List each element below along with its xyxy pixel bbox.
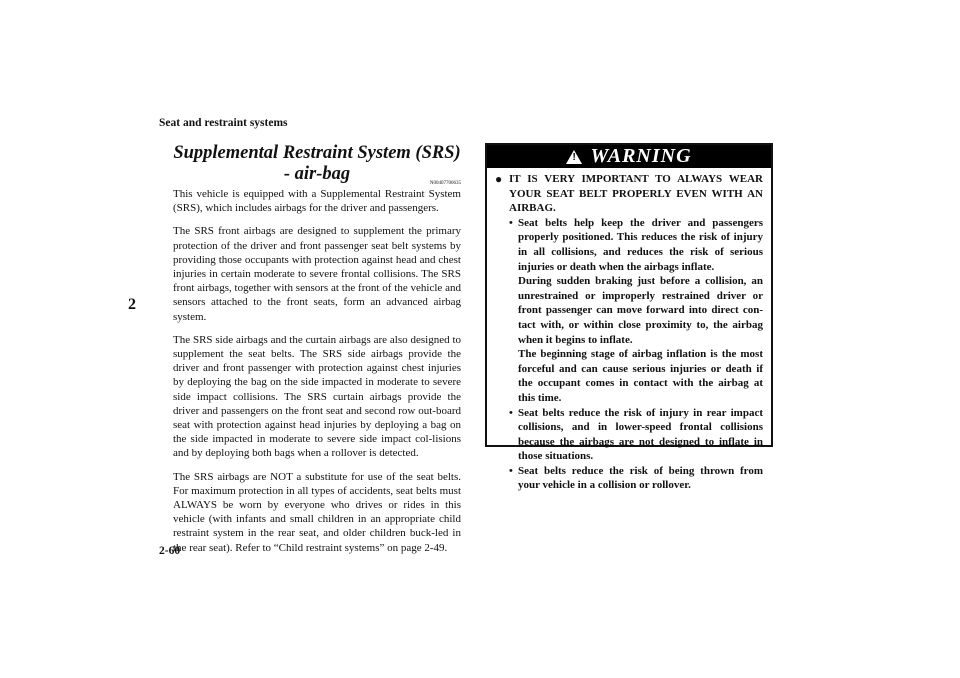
- body-paragraph: The SRS airbags are NOT a substitute for use of the seat belts. For maximum protection in all types of accidents, seat belts must ALWAYS be worn by everyone who drives or rides in this vehicle (with infants and small children in an appropriate child restraint system in the rear seat, and older children buck-led in the rear seat). Refer to “Child restraint systems” on page 2-49.: [173, 470, 461, 554]
- sub-bullet-icon: •: [509, 406, 513, 419]
- warning-box: [485, 143, 773, 492]
- sub-bullet-icon: •: [509, 464, 513, 477]
- chapter-number: 2: [128, 296, 136, 313]
- warning-sub-line: Seat belts reduce the risk of being thrown from your vehicle in a collision or rollover.: [518, 464, 763, 492]
- warning-sub-point: [509, 406, 763, 464]
- page-number: 2-60: [159, 545, 181, 557]
- document-code: N00407700635: [429, 181, 461, 186]
- section-title: Supplemental Restraint System (SRS) - air-bag: [173, 143, 461, 184]
- warning-main-text: IT IS VERY IMPORTANT TO ALWAYS WEAR YOUR SEAT BELT PROPERLY EVEN WITH AN AIRBAG.: [509, 173, 763, 215]
- sub-bullet-icon: •: [509, 216, 513, 229]
- warning-main-point: [495, 172, 763, 216]
- warning-sub-text: [518, 216, 763, 406]
- warning-sub-line: Seat belts reduce the risk of injury in rear impact collisions, and in lower-speed frontal collisions because the airbags are not designed to inflate in those situations.: [518, 406, 763, 463]
- body-paragraph: The SRS front airbags are designed to supplement the primary protection of the driver and front passenger seat belt systems by providing those occupants with protection against head and chest injuries in certain moderate to severe frontal collisions. The SRS front airbags, together with sensors at the front of the vehicle and sensors attached to the front seats, form an advanced airbag system.: [173, 225, 461, 323]
- warning-triangle-icon: !: [566, 150, 582, 164]
- body-paragraph: The SRS side airbags and the curtain airbags are also designed to supplement the seat belts. The SRS side airbags provide the driver and front passenger with protection against chest injuries by deploying the bag on the side impacted in moderate to severe side impact collisions. The SRS curtain airbags provide the driver and passengers on the front seat and second row out-board seat with protection against head injuries by deploying a bag on the side impacted in moderate to severe side impact col-lisions and by deploying both bags when a rollover is detected.: [173, 333, 461, 460]
- warning-sub-line: Seat belts help keep the driver and passengers properly positioned. This reduces the risk of injury in all collisions, and reduces the risk of serious injuries or death when the airbags inflate.: [518, 216, 763, 273]
- warning-sub-line: During sudden braking just before a collision, an unrestrained or improperly restrained driver or front passenger can move forward into direct con-tact with, or within close proximity to, the airbag when it begins to inflate.: [518, 275, 763, 346]
- running-header: Seat and restraint systems: [159, 117, 288, 129]
- warning-body: [487, 168, 771, 493]
- body-paragraph: This vehicle is equipped with a Supplemental Restraint System (SRS), which includes airbags for the driver and passengers.: [173, 188, 461, 215]
- warning-title: WARNING: [590, 145, 692, 167]
- warning-header: [487, 145, 771, 168]
- bullet-icon: ●: [495, 172, 503, 186]
- main-column: [173, 143, 461, 564]
- warning-sub-point: [509, 216, 763, 406]
- warning-sub-text: [518, 406, 763, 464]
- warning-sub-point: [509, 464, 763, 493]
- warning-sub-text: [518, 464, 763, 493]
- warning-sub-line: The beginning stage of airbag inflation is the most forceful and can cause serious injuries or death if the occupant comes in contact with the airbag at this time.: [518, 348, 763, 404]
